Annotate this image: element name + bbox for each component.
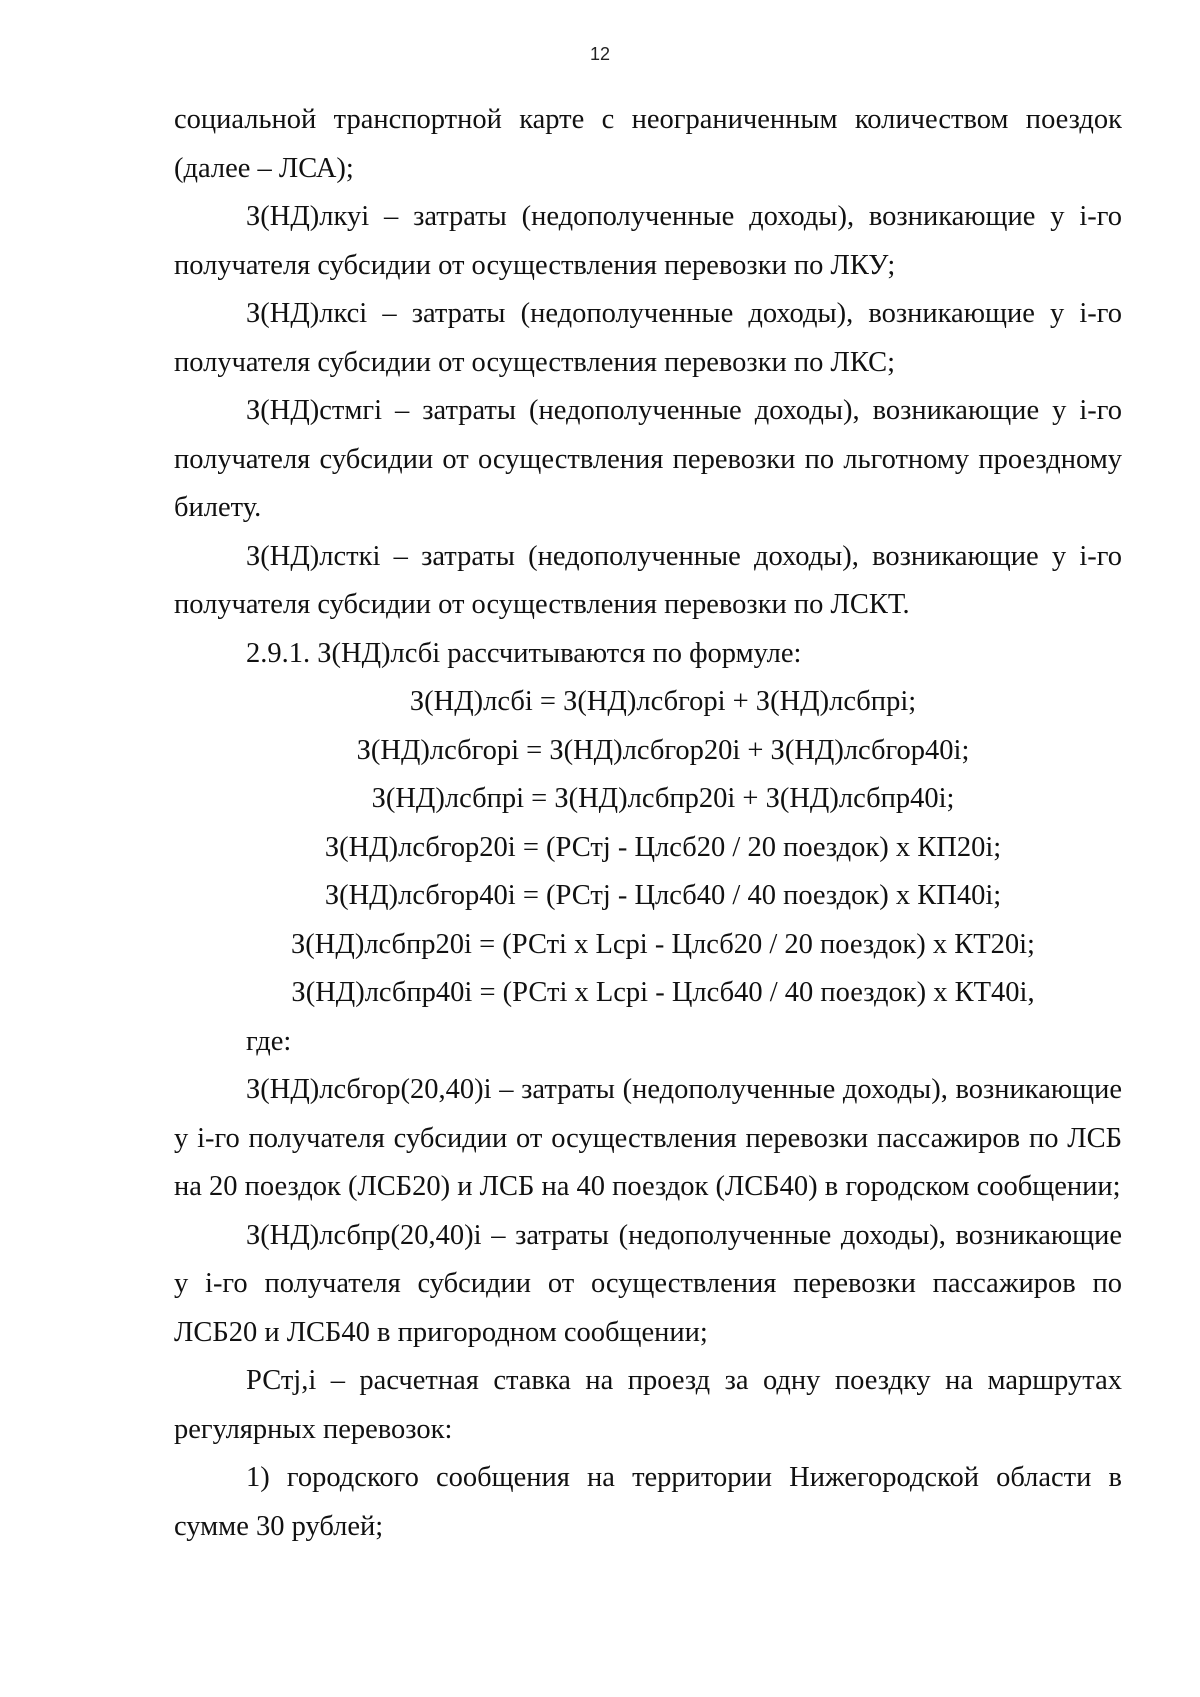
paragraph-lsb-suburban-definition: З(НД)лсбпр(20,40)i – затраты (недополученные доходы), возникающие у i-го получателя субсидии от осуществления перевозки пассажиров по ЛСБ20 и ЛСБ40 в пригородном сообщении; <box>174 1219 1122 1348</box>
formula-lsb-city-40: З(НД)лсбгор40i = (РСтj - Цлсб40 / 40 поездок) х КП40i; <box>324 880 1002 911</box>
paragraph-city-rate-item: 1) городского сообщения на территории Нижегородской области в сумме 30 рублей; <box>174 1462 1122 1542</box>
paragraph-lsb-city-definition: З(НД)лсбгор(20,40)i – затраты (недополученные доходы), возникающие у i-го получателя субсидии от осуществления перевозки пассажиров по ЛСБ на 20 поездок (ЛСБ20) и ЛСБ на 40 поездок (ЛСБ40) в городском сообщении; <box>174 1074 1122 1202</box>
formula-lsb-city-20: З(НД)лсбгор20i = (РСтj - Цлсб20 / 20 поездок) х КП20i; <box>324 831 1002 863</box>
paragraph-2-9-1: 2.9.1. З(НД)лсбi рассчитываются по формуле: <box>246 637 802 669</box>
page-number: 12 <box>589 44 611 64</box>
paragraph-lks: З(НД)лксi – затраты (недополученные доходы), возникающие у i-го получателя субсидии от осуществления перевозки по ЛКС; <box>174 298 1122 378</box>
paragraph-lsa-continuation: социальной транспортной карте с неограниченным количеством поездок (далее – ЛСА); <box>174 104 1122 184</box>
paragraph-lku: З(НД)лкуi – затраты (недополученные доходы), возникающие у i-го получателя субсидии от осуществления перевозки по ЛКУ; <box>174 201 1122 281</box>
formula-block <box>174 678 1122 1018</box>
formula-lsb-city: З(НД)лсбгорi = З(НД)лсбгор20i + З(НД)лсбгор40i; <box>356 734 970 766</box>
paragraph-rate-definition: РСтj,i – расчетная ставка на проезд за одну поездку на маршрутах регулярных перевозок: <box>174 1365 1122 1445</box>
paragraph-stmg: З(НД)стмгi – затраты (недополученные доходы), возникающие у i-го получателя субсидии от осуществления перевозки по льготному проездному билету. <box>174 395 1122 523</box>
paragraph-lstk: З(НД)лсткi – затраты (недополученные доходы), возникающие у i-го получателя субсидии от осуществления перевозки по ЛСКТ. <box>174 540 1122 620</box>
formula-lsb-suburban-20: З(НД)лсбпр20i = (РСтi х Lcpi - Цлсб20 / 20 поездок) х КТ20i; <box>291 928 1035 960</box>
formula-lsb-suburban: З(НД)лсбпрi = З(НД)лсбпр20i + З(НД)лсбпр40i; <box>371 783 955 814</box>
document-body <box>174 96 1122 1551</box>
formula-lsb-total: З(НД)лсбi = З(НД)лсбгорi + З(НД)лсбпрi; <box>409 686 917 717</box>
paragraph-where: где: <box>246 1025 292 1057</box>
formula-lsb-suburban-40: З(НД)лсбпр40i = (РСтi х Lcpi - Цлсб40 / 40 поездок) х КТ40i, <box>291 977 1035 1008</box>
